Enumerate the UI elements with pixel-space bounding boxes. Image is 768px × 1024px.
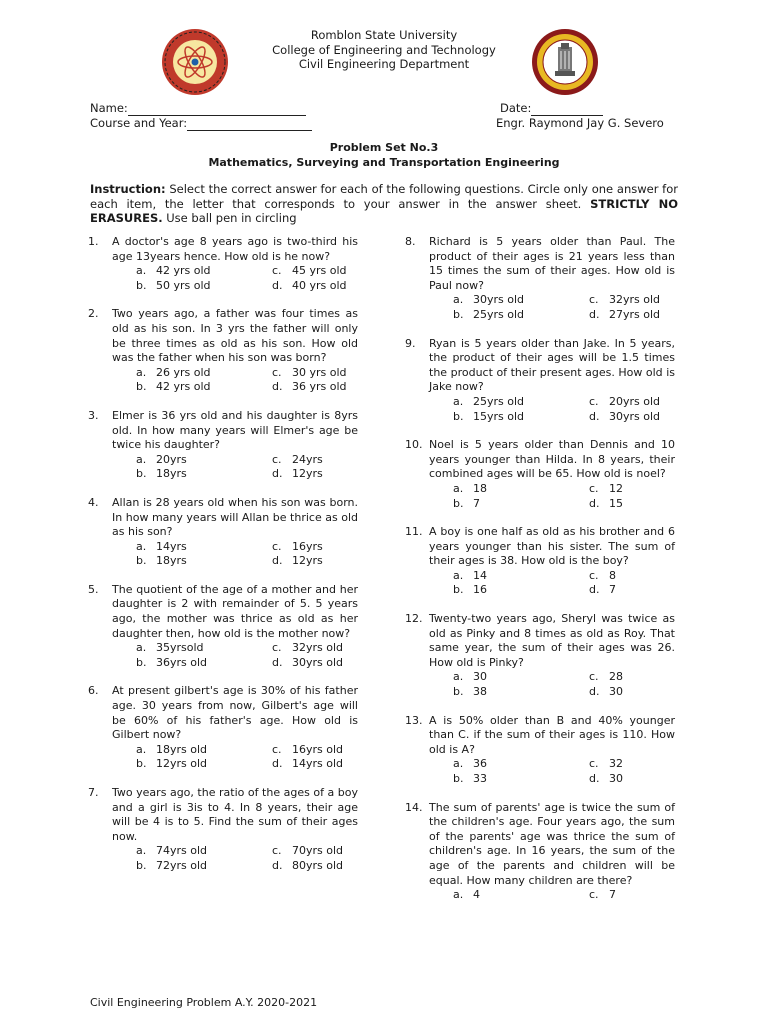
answer-choice xyxy=(272,641,382,656)
choice-value: 7 xyxy=(473,496,480,510)
choice-letter: a. xyxy=(453,757,464,771)
question-number: 13. xyxy=(405,713,423,727)
strict-note: STRICTLY NO ERASURES. xyxy=(90,196,678,225)
choice-letter: c. xyxy=(589,394,599,408)
choice-letter: c. xyxy=(272,641,282,655)
answer-choice xyxy=(136,844,272,859)
choice-letter: c. xyxy=(272,742,282,756)
choice-value: 28 xyxy=(609,670,623,684)
answer-choice xyxy=(136,859,272,874)
problem-set-title xyxy=(0,140,768,170)
choice-letter: c. xyxy=(272,264,282,278)
choice-value: 30 yrs old xyxy=(292,365,347,379)
question-number: 10. xyxy=(405,438,423,452)
choice-value: 14 xyxy=(473,568,487,582)
choice-value: 30yrs old xyxy=(292,655,344,669)
choice-value: 18yrs old xyxy=(156,742,208,756)
university-name: Romblon State University xyxy=(310,28,458,42)
choice-letter: b. xyxy=(453,307,464,321)
answer-choice xyxy=(453,497,589,512)
choice-value: 18yrs xyxy=(156,467,187,481)
choice-letter: b. xyxy=(136,858,147,872)
answer-choice xyxy=(136,757,272,772)
question-text: Twenty-two years ago, Sheryl was twice as old as Pinky and 8 times as old as Roy. That same year, the sum of their ages was 26. How old is Pinky? xyxy=(429,612,675,669)
answer-choice xyxy=(589,757,689,772)
choice-letter: a. xyxy=(136,264,147,278)
answer-choice xyxy=(453,569,589,584)
department-name: Civil Engineering Department xyxy=(298,57,470,71)
question-text: The quotient of the age of a mother and her daughter is 2 with remainder of 5. 5 years ago, the mother was thrice as old as her daughter then, how old is the mother now? xyxy=(112,582,358,640)
choice-letter: a. xyxy=(453,888,464,902)
answer-choice xyxy=(272,279,382,294)
choice-value: 24yrs xyxy=(292,452,323,466)
answer-choice xyxy=(453,583,589,598)
choice-letter: d. xyxy=(589,409,600,423)
answer-choice xyxy=(272,366,382,381)
question-item xyxy=(405,801,675,903)
answer-choice xyxy=(453,395,589,410)
choice-value: 30yrs old xyxy=(473,293,525,307)
choice-letter: c. xyxy=(272,539,282,553)
question-number: 7. xyxy=(88,786,99,799)
answer-choices xyxy=(453,670,675,699)
question-number: 6. xyxy=(88,684,99,698)
question-text: Ryan is 5 years older than Jake. In 5 years, the product of their ages will be 1.5 times the product of their present ages. How old is Jake now? xyxy=(429,336,675,394)
choice-value: 15 xyxy=(609,496,623,510)
choice-value: 16 xyxy=(473,583,487,597)
choice-value: 20yrs xyxy=(156,452,187,466)
choice-value: 70yrs old xyxy=(292,844,344,858)
choice-value: 36yrs old xyxy=(156,655,208,669)
choice-value: 12yrs xyxy=(292,554,323,568)
answer-choice xyxy=(589,497,689,512)
document-header xyxy=(0,28,768,72)
choice-letter: d. xyxy=(272,467,283,481)
answer-choice xyxy=(272,743,382,758)
choice-letter: a. xyxy=(136,365,147,379)
answer-choice xyxy=(453,670,589,685)
answer-choice xyxy=(136,366,272,381)
choice-letter: c. xyxy=(272,452,282,466)
answer-choice xyxy=(589,685,689,700)
question-item xyxy=(405,337,675,425)
choice-value: 7 xyxy=(609,888,616,902)
choice-letter: a. xyxy=(136,539,147,553)
answer-choice xyxy=(453,293,589,308)
question-number: 12. xyxy=(405,612,423,626)
choice-letter: d. xyxy=(589,772,600,785)
answer-choice xyxy=(136,540,272,555)
question-item xyxy=(88,235,358,293)
answer-choice xyxy=(272,844,382,859)
choice-value: 40 yrs old xyxy=(292,278,347,292)
choice-value: 15yrs old xyxy=(473,409,525,423)
answer-choices xyxy=(453,888,675,903)
answer-choice xyxy=(272,554,382,569)
questions-left-column xyxy=(88,235,358,888)
question-text: The sum of parents' age is twice the sum of the children's age. Four years ago, the sum of the parents' age was thrice the sum of children's age. In 16 years, the sum of the age of the parents and children will be equal. How many children are there? xyxy=(429,800,675,887)
choice-value: 8 xyxy=(609,568,616,582)
question-number: 1. xyxy=(88,235,99,248)
choice-letter: a. xyxy=(453,293,464,307)
subject-title: Mathematics, Surveying and Transportation Engineering xyxy=(208,156,560,169)
choice-value: 32yrs old xyxy=(609,293,661,307)
answer-choice xyxy=(453,482,589,497)
choice-letter: c. xyxy=(589,481,599,495)
choice-letter: b. xyxy=(136,467,147,481)
answer-choices xyxy=(136,743,358,772)
choice-letter: a. xyxy=(453,568,464,582)
choice-value: 80yrs old xyxy=(292,858,344,872)
answer-choices xyxy=(453,757,675,786)
choice-letter: d. xyxy=(589,307,600,321)
instruction-text: Instruction: Select the correct answer for each of the following questions. Circle only one answer for each item, the letter that corresponds to your answer in the answer sheet. STRICTLY NO ERASURES. Use ball pen in circling xyxy=(90,182,678,225)
question-item xyxy=(405,525,675,598)
choice-value: 25yrs old xyxy=(473,394,525,408)
choice-value: 36 yrs old xyxy=(292,380,347,394)
question-item xyxy=(88,786,358,874)
course-label: Course and Year: xyxy=(90,116,188,130)
choice-letter: b. xyxy=(453,409,464,423)
choice-letter: d. xyxy=(589,496,600,510)
instructor-name: Engr. Raymond Jay G. Severo xyxy=(496,116,664,130)
answer-choice xyxy=(453,888,589,903)
question-number: 2. xyxy=(88,307,99,321)
date-blank xyxy=(531,104,603,116)
answer-choice xyxy=(136,380,272,395)
question-item xyxy=(88,409,358,482)
choice-value: 12yrs xyxy=(292,467,323,481)
answer-choice xyxy=(272,453,382,468)
question-number: 5. xyxy=(88,582,99,596)
question-number: 8. xyxy=(405,235,416,248)
college-name: College of Engineering and Technology xyxy=(272,42,496,57)
question-text: Elmer is 36 yrs old and his daughter is 8yrs old. In how many years will Elmer's age be twice his daughter? xyxy=(112,408,358,452)
choice-letter: c. xyxy=(589,888,599,902)
choice-value: 32yrs old xyxy=(292,641,344,655)
choice-value: 30 xyxy=(473,670,487,684)
choice-letter: b. xyxy=(453,685,464,699)
answer-choice xyxy=(589,569,689,584)
question-item xyxy=(88,684,358,772)
question-item xyxy=(88,307,358,395)
set-title: Problem Set No.3 xyxy=(329,141,439,154)
choice-value: 42 yrs old xyxy=(156,264,211,278)
question-text: Allan is 28 years old when his son was born. In how many years will Allan be thrice as old as his son? xyxy=(112,495,358,539)
answer-choice xyxy=(453,772,589,787)
choice-value: 32 xyxy=(609,757,623,771)
choice-letter: d. xyxy=(272,757,283,771)
answer-choice xyxy=(589,772,689,787)
choice-value: 74yrs old xyxy=(156,844,208,858)
choice-letter: a. xyxy=(136,452,147,466)
answer-choice xyxy=(272,264,382,279)
choice-value: 42 yrs old xyxy=(156,380,211,394)
choice-value: 35yrsold xyxy=(156,641,204,655)
choice-value: 50 yrs old xyxy=(156,278,211,292)
choice-value: 4 xyxy=(473,888,480,902)
question-number: 11. xyxy=(405,525,423,539)
choice-value: 38 xyxy=(473,685,487,699)
choice-value: 45 yrs old xyxy=(292,264,347,278)
choice-letter: b. xyxy=(136,655,147,669)
answer-choices xyxy=(453,569,675,598)
question-number: 9. xyxy=(405,336,416,350)
answer-choice xyxy=(136,279,272,294)
question-item xyxy=(88,496,358,569)
choice-value: 18 xyxy=(473,481,487,495)
answer-choices xyxy=(453,482,675,511)
choice-letter: c. xyxy=(589,568,599,582)
question-text: Two years ago, a father was four times as old as his son. In 3 yrs the father will only be three times as old as his son. How old was the father when his son was born? xyxy=(112,307,358,365)
footer-text: Civil Engineering Problem A.Y. 2020-2021 xyxy=(90,996,318,1009)
questions-right-column xyxy=(405,235,675,917)
choice-letter: a. xyxy=(136,742,147,756)
answer-choice xyxy=(272,656,382,671)
question-text: At present gilbert's age is 30% of his father age. 30 years from now, Gilbert's age will be 60% of his father's age. How old is Gilbert now? xyxy=(112,684,358,742)
choice-value: 12 xyxy=(609,481,623,495)
question-text: Two years ago, the ratio of the ages of a boy and a girl is 3is to 4. In 8 years, their age will be 4 is to 5. Find the sum of their ages now. xyxy=(112,786,358,843)
choice-letter: b. xyxy=(136,278,147,292)
answer-choices xyxy=(136,641,358,670)
name-field xyxy=(90,101,306,116)
answer-choice xyxy=(589,670,689,685)
course-field xyxy=(90,116,312,131)
choice-letter: d. xyxy=(589,583,600,597)
answer-choice xyxy=(589,293,689,308)
question-text: A is 50% older than B and 40% younger than C. if the sum of their ages is 110. How old is A? xyxy=(429,713,675,756)
answer-choice xyxy=(589,888,689,903)
choice-value: 12yrs old xyxy=(156,757,208,771)
answer-choice xyxy=(136,641,272,656)
choice-letter: b. xyxy=(453,772,464,785)
choice-letter: b. xyxy=(453,583,464,597)
choice-value: 72yrs old xyxy=(156,858,208,872)
answer-choice xyxy=(136,554,272,569)
choice-value: 14yrs old xyxy=(292,757,344,771)
answer-choice xyxy=(589,395,689,410)
choice-letter: b. xyxy=(453,496,464,510)
choice-letter: d. xyxy=(272,858,283,872)
choice-letter: c. xyxy=(589,757,599,771)
question-item xyxy=(405,235,675,323)
choice-letter: b. xyxy=(136,757,147,771)
answer-choices xyxy=(136,453,358,482)
date-field xyxy=(500,101,603,116)
choice-value: 18yrs xyxy=(156,554,187,568)
choice-value: 16yrs old xyxy=(292,742,344,756)
answer-choice xyxy=(136,264,272,279)
choice-letter: c. xyxy=(272,365,282,379)
choice-letter: c. xyxy=(589,670,599,684)
choice-value: 26 yrs old xyxy=(156,365,211,379)
name-label: Name: xyxy=(90,101,128,115)
answer-choices xyxy=(136,366,358,395)
answer-choice xyxy=(589,308,689,323)
choice-letter: a. xyxy=(136,641,147,655)
answer-choice xyxy=(453,757,589,772)
answer-choice xyxy=(272,859,382,874)
answer-choices xyxy=(453,395,675,424)
choice-letter: c. xyxy=(272,844,282,858)
choice-letter: b. xyxy=(136,380,147,394)
question-item xyxy=(405,438,675,511)
answer-choice xyxy=(136,453,272,468)
question-text: A doctor's age 8 years ago is two-third his age 13years hence. How old is he now? xyxy=(112,235,358,263)
instruction-label: Instruction: xyxy=(90,182,166,196)
choice-letter: a. xyxy=(136,844,147,858)
answer-choice xyxy=(453,308,589,323)
name-blank xyxy=(128,104,306,116)
choice-letter: d. xyxy=(272,655,283,669)
choice-letter: a. xyxy=(453,394,464,408)
question-number: 4. xyxy=(88,495,99,509)
choice-value: 16yrs xyxy=(292,539,323,553)
choice-value: 30yrs old xyxy=(609,409,661,423)
question-text: Noel is 5 years older than Dennis and 10 years younger than Hilda. In 8 years, their combined ages will be 65. How old is noel? xyxy=(429,438,675,481)
answer-choices xyxy=(453,293,675,322)
answer-choice xyxy=(136,656,272,671)
choice-value: 30 xyxy=(609,772,623,785)
answer-choice xyxy=(589,482,689,497)
question-number: 14. xyxy=(405,800,423,814)
question-text: A boy is one half as old as his brother and 6 years younger than his sister. The sum of their ages is 38. How old is the boy? xyxy=(429,525,675,568)
choice-value: 27yrs old xyxy=(609,307,661,321)
answer-choices xyxy=(136,540,358,569)
answer-choice xyxy=(453,685,589,700)
choice-letter: d. xyxy=(272,554,283,568)
answer-choice xyxy=(272,757,382,772)
choice-value: 30 xyxy=(609,685,623,699)
answer-choice xyxy=(272,467,382,482)
choice-value: 14yrs xyxy=(156,539,187,553)
choice-letter: b. xyxy=(136,554,147,568)
choice-value: 33 xyxy=(473,772,487,785)
choice-letter: c. xyxy=(589,293,599,307)
choice-letter: d. xyxy=(589,685,600,699)
course-blank xyxy=(187,119,312,131)
answer-choice xyxy=(272,540,382,555)
choice-value: 7 xyxy=(609,583,616,597)
answer-choice xyxy=(136,467,272,482)
answer-choices xyxy=(136,264,358,293)
answer-choice xyxy=(453,410,589,425)
question-number: 3. xyxy=(88,408,99,422)
question-item xyxy=(88,583,358,671)
answer-choice xyxy=(589,583,689,598)
date-label: Date: xyxy=(500,101,532,115)
answer-choice xyxy=(589,410,689,425)
choice-value: 20yrs old xyxy=(609,394,661,408)
choice-letter: d. xyxy=(272,278,283,292)
choice-value: 36 xyxy=(473,757,487,771)
choice-letter: a. xyxy=(453,481,464,495)
answer-choice xyxy=(136,743,272,758)
question-item xyxy=(405,612,675,700)
question-item xyxy=(405,714,675,787)
question-text: Richard is 5 years older than Paul. The product of their ages is 21 years less than 15 times the sum of their ages. How old is Paul now? xyxy=(429,235,675,292)
choice-letter: a. xyxy=(453,670,464,684)
answer-choices xyxy=(136,844,358,873)
answer-choice xyxy=(272,380,382,395)
choice-letter: d. xyxy=(272,380,283,394)
choice-value: 25yrs old xyxy=(473,307,525,321)
